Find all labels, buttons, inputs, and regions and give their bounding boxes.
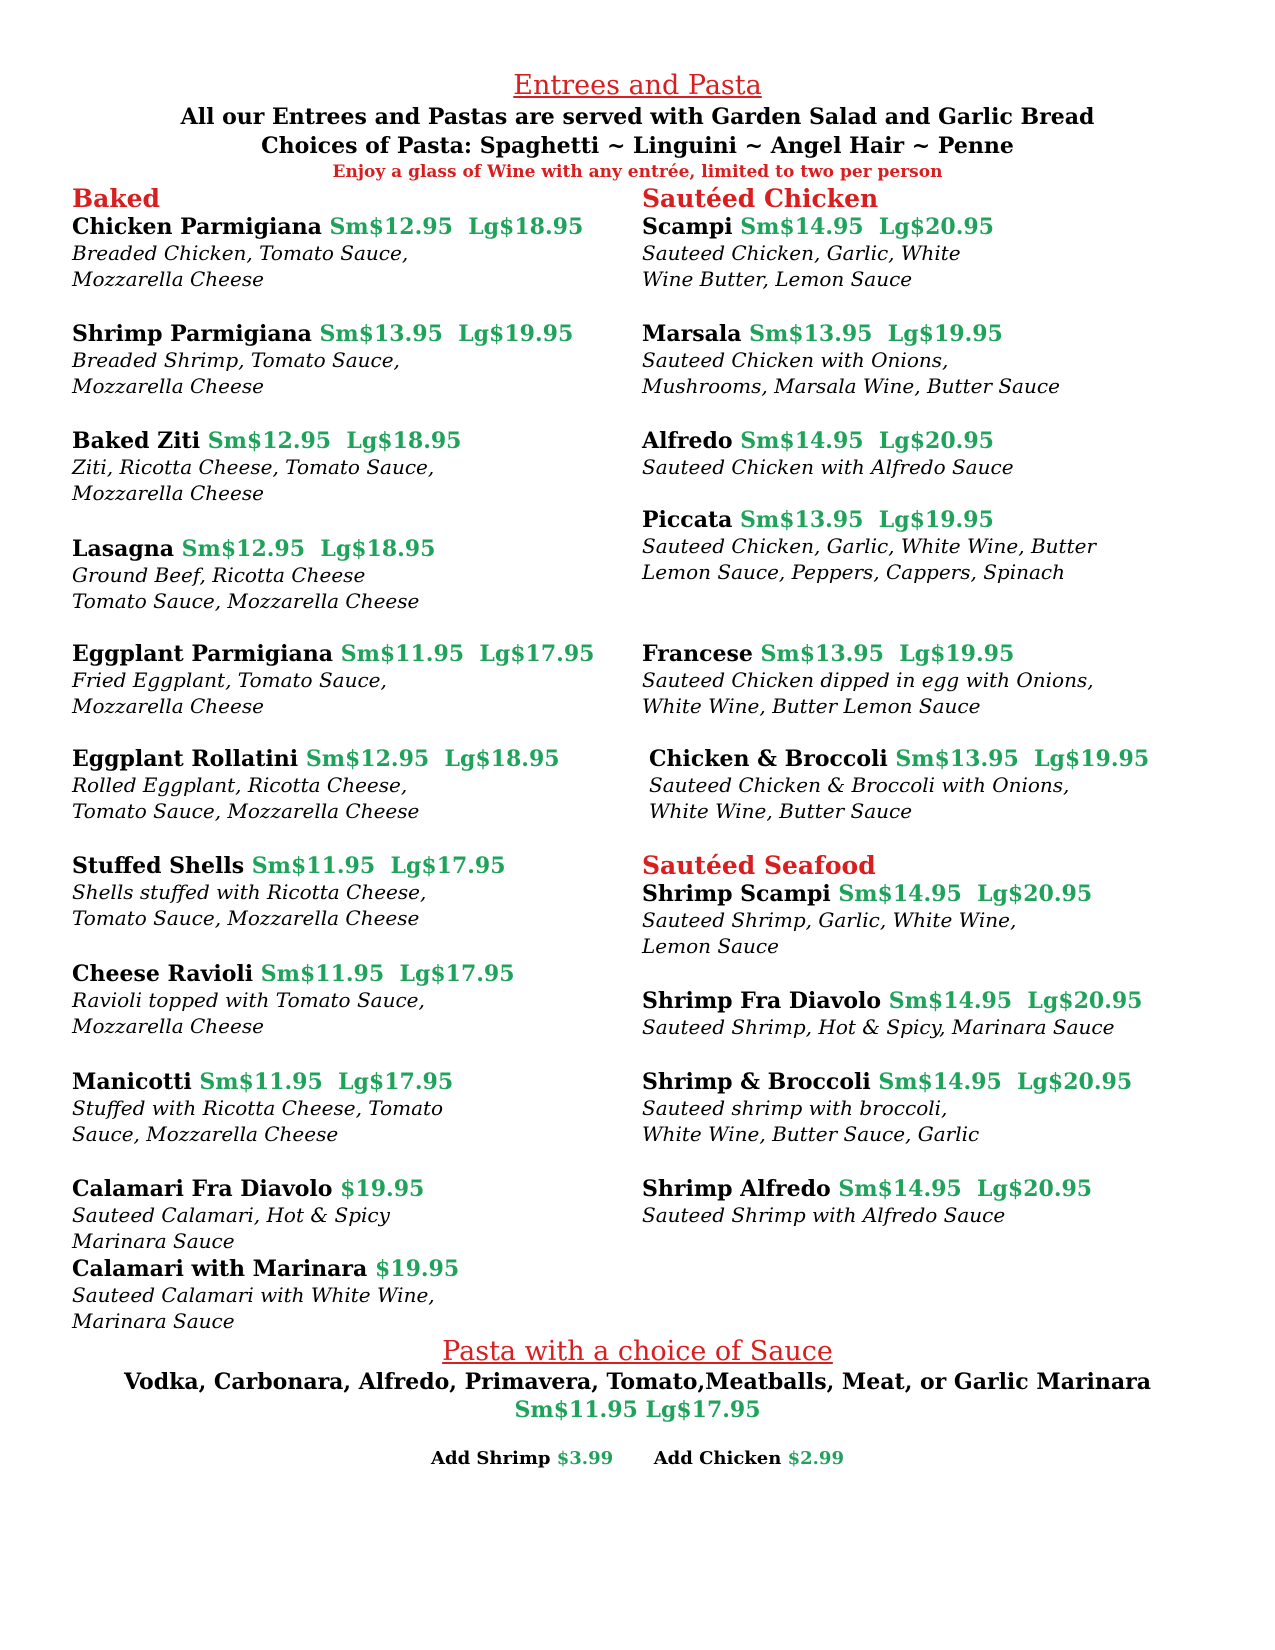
item-name: Calamari Fra Diavolo: [72, 1176, 333, 1202]
item-name-line: [642, 1176, 1092, 1202]
item-name: Marsala: [642, 321, 742, 347]
item-name: Piccata: [642, 507, 733, 533]
item-description: Mozzarella Cheese: [72, 481, 264, 505]
menu-item: [72, 641, 594, 719]
item-price: Sm$12.95 Lg$18.95: [305, 746, 560, 772]
item-price: Sm$14.95 Lg$20.95: [838, 881, 1093, 907]
item-name: Baked Ziti: [72, 428, 201, 454]
item-name-line: [642, 321, 1060, 347]
menu-item: [72, 428, 461, 506]
item-price: Sm$13.95 Lg$19.95: [749, 321, 1003, 347]
item-name: Shrimp Alfredo: [642, 1176, 831, 1202]
item-name: Manicotti: [72, 1069, 192, 1095]
item-name: Cheese Ravioli: [72, 961, 254, 987]
item-description: Stuffed with Ricotta Cheese, Tomato: [72, 1096, 444, 1120]
add-ons: [0, 1448, 1275, 1469]
item-name-line: [72, 853, 506, 879]
item-price: Sm$14.95 Lg$20.95: [838, 1176, 1093, 1202]
menu-item: [72, 536, 435, 614]
item-price: Sm$12.95 Lg$18.95: [181, 536, 436, 562]
item-price: $19.95: [374, 1256, 460, 1282]
add-chicken-label: Add Chicken: [653, 1448, 782, 1469]
item-description: Marinara Sauce: [72, 1229, 235, 1253]
item-price: Sm$12.95 Lg$18.95: [207, 428, 462, 454]
item-description: Mozzarella Cheese: [72, 694, 264, 718]
item-name-line: [642, 1069, 1132, 1095]
item-name: Chicken Parmigiana: [72, 214, 322, 240]
menu-item: [649, 746, 1149, 824]
menu-item: [642, 507, 1096, 585]
item-name-line: [72, 321, 573, 347]
menu-item: [72, 853, 506, 931]
menu-item: [642, 428, 1014, 480]
item-description: White Wine, Butter Lemon Sauce: [642, 694, 981, 718]
item-name: Shrimp Scampi: [642, 881, 831, 907]
subtitle: All our Entrees and Pastas are served with Garden Salad and Garlic Bread: [180, 104, 1095, 130]
page-title: Entrees and Pasta: [513, 70, 762, 101]
section-sauteed-chicken: Sautéed Chicken: [642, 184, 879, 213]
item-description: Fried Eggplant, Tomato Sauce,: [72, 668, 387, 692]
item-description: Shells stuffed with Ricotta Cheese,: [72, 880, 427, 904]
item-name-line: [72, 961, 515, 987]
item-price: Sm$13.95 Lg$19.95: [319, 321, 574, 347]
item-description: Sauteed Calamari with White Wine,: [72, 1283, 435, 1307]
pasta-sauce-title: Pasta with a choice of Sauce: [442, 1336, 833, 1367]
menu-item: [72, 961, 515, 1039]
item-description: Ground Beef, Ricotta Cheese: [72, 563, 366, 587]
item-price: $19.95: [340, 1176, 425, 1202]
item-price: Sm$14.95 Lg$20.95: [740, 214, 994, 240]
item-price: Sm$12.95 Lg$18.95: [329, 214, 584, 240]
sauce-list: Vodka, Carbonara, Alfredo, Primavera, Tomato,Meatballs, Meat, or Garlic Marinara: [123, 1369, 1151, 1395]
item-name: Chicken & Broccoli: [649, 746, 888, 772]
item-name-line: [642, 428, 1014, 454]
item-name-line: [642, 641, 1094, 667]
menu-item: [642, 321, 1060, 399]
menu-item: [72, 1069, 453, 1147]
item-name: Stuffed Shells: [72, 853, 245, 879]
item-description: Mozzarella Cheese: [72, 374, 264, 398]
item-description: Tomato Sauce, Mozzarella Cheese: [72, 799, 420, 823]
menu-item: [642, 1176, 1092, 1228]
item-description: White Wine, Butter Sauce, Garlic: [642, 1122, 980, 1146]
item-price: Sm$11.95 Lg$17.95: [251, 853, 506, 879]
item-name: Shrimp & Broccoli: [642, 1069, 871, 1095]
item-description: Mushrooms, Marsala Wine, Butter Sauce: [642, 374, 1060, 398]
item-price: Sm$14.95 Lg$20.95: [878, 1069, 1133, 1095]
menu-item: [642, 1069, 1132, 1147]
item-description: Sauteed shrimp with broccoli,: [642, 1096, 948, 1120]
item-description: Ziti, Ricotta Cheese, Tomato Sauce,: [72, 455, 435, 479]
item-description: Rolled Eggplant, Ricotta Cheese,: [72, 773, 408, 797]
section-sauteed-seafood: Sautéed Seafood: [642, 851, 876, 880]
item-name-line: [72, 1176, 424, 1202]
item-description: Sauteed Chicken with Alfredo Sauce: [642, 455, 1014, 479]
item-description: Sauteed Shrimp, Garlic, White Wine,: [642, 908, 1017, 932]
wine-note: Enjoy a glass of Wine with any entrée, limited to two per person: [332, 162, 943, 182]
menu-item: [72, 1176, 424, 1254]
item-name-line: [642, 507, 1096, 533]
item-description: Sauteed Chicken, Garlic, White: [642, 241, 961, 265]
item-description: Tomato Sauce, Mozzarella Cheese: [72, 589, 420, 613]
item-name: Scampi: [642, 214, 733, 240]
item-description: Lemon Sauce, Peppers, Cappers, Spinach: [642, 560, 1065, 584]
item-name: Eggplant Rollatini: [72, 746, 299, 772]
item-name-line: [642, 214, 994, 240]
menu-item: [642, 641, 1094, 719]
menu-item: [72, 214, 583, 292]
menu-item: [72, 321, 573, 399]
item-description: Breaded Chicken, Tomato Sauce,: [72, 241, 409, 265]
add-chicken-price: $2.99: [787, 1448, 844, 1469]
item-description: Sauteed Chicken, Garlic, White Wine, Butter: [642, 534, 1097, 558]
pasta-choices: Choices of Pasta: Spaghetti ~ Linguini ~ Angel Hair ~ Penne: [261, 133, 1014, 159]
item-name-line: [649, 746, 1149, 772]
menu-item: [642, 988, 1142, 1040]
item-name-line: [72, 428, 461, 454]
item-description: Sauteed Chicken dipped in egg with Onions,: [642, 668, 1094, 692]
item-description: Sauteed Shrimp with Alfredo Sauce: [642, 1203, 1006, 1227]
item-name-line: [72, 1069, 453, 1095]
menu-item: [72, 1256, 459, 1334]
item-name-line: [72, 214, 583, 240]
item-name-line: [72, 641, 594, 667]
item-price: Sm$13.95 Lg$19.95: [760, 641, 1015, 667]
item-price: Sm$11.95 Lg$17.95: [260, 961, 515, 987]
item-description: Mozzarella Cheese: [72, 1014, 264, 1038]
pasta-sauce-price: Sm$11.95 Lg$17.95: [514, 1397, 761, 1423]
item-name-line: [72, 1256, 459, 1282]
item-name: Alfredo: [642, 428, 733, 454]
item-description: Breaded Shrimp, Tomato Sauce,: [72, 348, 400, 372]
item-description: Mozzarella Cheese: [72, 267, 264, 291]
section-baked: Baked: [72, 184, 161, 213]
item-name: Calamari with Marinara: [72, 1256, 368, 1282]
item-name-line: [642, 988, 1142, 1014]
item-description: Tomato Sauce, Mozzarella Cheese: [72, 906, 420, 930]
item-price: Sm$13.95 Lg$19.95: [895, 746, 1150, 772]
item-name: Francese: [642, 641, 753, 667]
item-description: Marinara Sauce: [72, 1309, 235, 1333]
item-price: Sm$14.95 Lg$20.95: [740, 428, 994, 454]
item-description: White Wine, Butter Sauce: [649, 799, 913, 823]
item-name: Shrimp Fra Diavolo: [642, 988, 882, 1014]
item-name-line: [642, 881, 1092, 907]
item-description: Sauteed Chicken with Onions,: [642, 348, 949, 372]
item-price: Sm$11.95 Lg$17.95: [199, 1069, 454, 1095]
item-description: Sauteed Chicken & Broccoli with Onions,: [649, 773, 1070, 797]
item-price: Sm$13.95 Lg$19.95: [740, 507, 994, 533]
item-description: Lemon Sauce: [642, 934, 779, 958]
item-description: Ravioli topped with Tomato Sauce,: [72, 988, 425, 1012]
item-description: Sauteed Shrimp, Hot & Spicy, Marinara Sauce: [642, 1015, 1115, 1039]
item-name: Shrimp Parmigiana: [72, 321, 312, 347]
menu-item: [642, 214, 994, 292]
item-description: Sauteed Calamari, Hot & Spicy: [72, 1203, 390, 1227]
item-description: Wine Butter, Lemon Sauce: [642, 267, 913, 291]
menu-item: [642, 881, 1092, 959]
item-price: Sm$11.95 Lg$17.95: [340, 641, 595, 667]
item-name: Eggplant Parmigiana: [72, 641, 334, 667]
add-shrimp-price: $3.99: [556, 1448, 614, 1469]
item-name-line: [72, 536, 435, 562]
item-name-line: [72, 746, 560, 772]
item-description: Sauce, Mozzarella Cheese: [72, 1122, 339, 1146]
item-price: Sm$14.95 Lg$20.95: [888, 988, 1143, 1014]
menu-item: [72, 746, 560, 824]
add-shrimp-label: Add Shrimp: [431, 1448, 551, 1469]
item-name: Lasagna: [72, 536, 174, 562]
